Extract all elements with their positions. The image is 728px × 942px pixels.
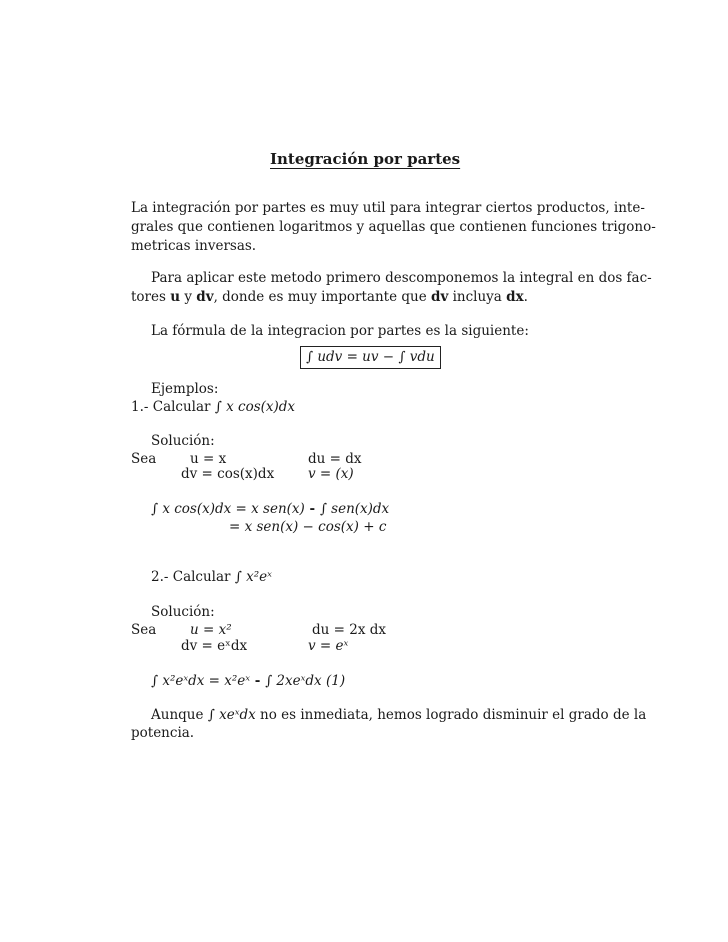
ex1-du: du = dx [308, 451, 362, 467]
ex1-v: v = (x) [308, 466, 354, 482]
ex1-line1-a: ∫ x cos(x)dx = x sen(x) [151, 501, 305, 517]
example-2-statement [151, 568, 272, 586]
method-text-y: y [180, 289, 197, 305]
method-text-a: tores [131, 289, 171, 305]
closing-integral: ∫ xeˣdx [207, 707, 256, 723]
bold-dx: dx [506, 289, 524, 305]
closing-text-a: Aunque [151, 707, 208, 723]
ex2-u: u = x² [190, 622, 232, 638]
method-line-2 [131, 288, 528, 306]
ex1-line1-op: - [304, 501, 320, 517]
examples-label: Ejemplos: [151, 381, 219, 397]
formula-intro: La fórmula de la integracion por partes es la siguiente: [151, 323, 529, 339]
ex1-result-line-1 [151, 500, 389, 518]
ex2-du: du = 2x dx [312, 622, 386, 638]
ex2-result-line-1 [151, 672, 345, 690]
bold-u: u [170, 289, 181, 305]
bold-dv-2: dv [431, 289, 449, 305]
bold-dv: dv [196, 289, 214, 305]
ex1-result-line-2: = x sen(x) − cos(x) + c [229, 519, 387, 535]
ex1-dv: dv = cos(x)dx [181, 466, 275, 482]
ex1-line1-b: ∫ sen(x)dx [319, 501, 390, 517]
page-title: Integración por partes [270, 150, 461, 168]
ex1-u: u = x [190, 451, 227, 467]
method-text-d: . [523, 289, 528, 305]
ex2-v: v = eˣ [308, 638, 349, 654]
example-2-integral: ∫ x²eˣ [234, 569, 272, 585]
sea-1: Sea [131, 451, 157, 467]
ex2-dv: dv = eˣdx [181, 638, 248, 654]
example-2-label: 2.- Calcular [151, 569, 235, 585]
solution-1-label: Solución: [151, 433, 215, 449]
solution-2-label: Solución: [151, 604, 215, 620]
closing-line-1 [151, 706, 646, 724]
closing-line-2: potencia. [131, 725, 195, 741]
ex2-line1-op: - [250, 673, 266, 689]
example-1-label: 1.- Calcular [131, 399, 215, 415]
boxed-formula: ∫ udv = uv − ∫ vdu [300, 346, 441, 369]
method-text-b: , donde es muy importante que [213, 289, 431, 305]
ex2-line1-a: ∫ x²eˣdx = x²eˣ [151, 673, 251, 689]
intro-line-2: grales que contienen logaritmos y aquellas que contienen funciones trigono- [131, 219, 656, 235]
intro-line-1: La integración por partes es muy util para integrar ciertos productos, inte- [131, 200, 645, 216]
ex2-line1-b: ∫ 2xeˣdx (1) [265, 673, 346, 689]
method-text-c: incluya [448, 289, 507, 305]
sea-2: Sea [131, 622, 157, 638]
example-1-statement [131, 398, 295, 416]
example-1-integral: ∫ x cos(x)dx [214, 399, 296, 415]
closing-text-b: no es inmediata, hemos logrado disminuir el grado de la [255, 707, 647, 723]
intro-line-3: metricas inversas. [131, 238, 257, 254]
method-line-1: Para aplicar este metodo primero descomponemos la integral en dos fac- [151, 270, 652, 286]
